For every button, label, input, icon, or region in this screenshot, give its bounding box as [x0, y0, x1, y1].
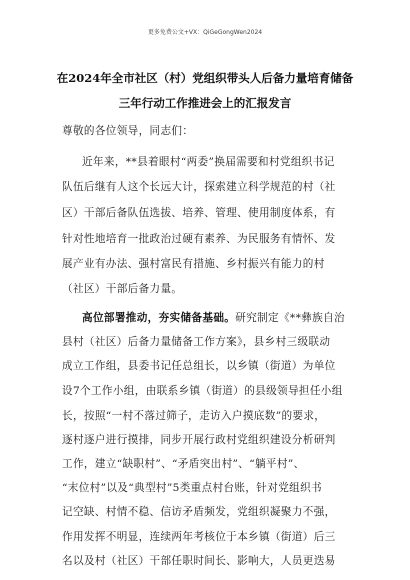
- paragraph-line: 设7个工作小组，由联系乡镇（街道）的县级领导担任小组: [62, 385, 343, 397]
- paragraph-line: “末位村”以及“典型村”5类重点村台账，针对党组织书: [62, 482, 322, 494]
- greeting: 尊敬的各位领导，同志们：: [62, 125, 194, 137]
- paragraph-line: 队伍后继有人这个长远大计，探索建立科学规范的村（社: [62, 181, 336, 193]
- paragraph-line: [82, 310, 382, 325]
- paragraph-line: 名以及村（社区）干部任职时间长、影响大，人员更迭易: [62, 555, 336, 567]
- paragraph-line: 针对性地培育一批政治过硬有素养、为民服务有情怀、发: [62, 233, 336, 245]
- paragraph-line: 展产业有办法、强村富民有措施、乡村振兴有能力的村: [62, 258, 325, 270]
- paragraph-line: 工作，建立“缺职村”、“矛盾突出村”、“躺平村”、: [62, 458, 305, 470]
- paragraph-line: 县村（社区）后备力量储备工作方案》，县乡村三级联动: [62, 336, 331, 348]
- paragraph-line: 成立工作组，县委书记任总组长，以乡镇（街道）为单位: [62, 360, 336, 372]
- paragraph-text: 研究制定《**彝族自治: [235, 312, 346, 324]
- paragraph-line: 区）干部后备队伍选拔、培养、管理、使用制度体系，有: [62, 207, 336, 219]
- paragraph-line: （社区）干部后备力量。: [62, 283, 183, 295]
- section-heading: 高位部署推动，夯实储备基础。: [82, 312, 236, 324]
- page-header: 更多免费公文+VX：QiGeGongWen2024: [147, 29, 263, 36]
- paragraph-line: 作用发挥不明显，连续两年考核位于本乡镇（街道）后三: [62, 531, 336, 543]
- document-title-line-2: 三年行动工作推进会上的汇报发言: [118, 96, 292, 110]
- paragraph-line: 近年来，**县着眼村“两委”换届需要和村党组织书记: [82, 156, 335, 168]
- document-title-line-1: 在2024年全市社区（村）党组织带头人后备力量培育储备: [56, 71, 354, 85]
- paragraph-line: 记空缺、村情不稳、信访矛盾频发，党组织凝聚力不强，: [62, 506, 336, 518]
- paragraph-line: 逐村逐户进行摸排，同步开展行政村党组织建设分析研判: [62, 434, 336, 446]
- paragraph-line: 长，按照“一村不落过筛子，走访入户摸底数”的要求，: [62, 410, 326, 422]
